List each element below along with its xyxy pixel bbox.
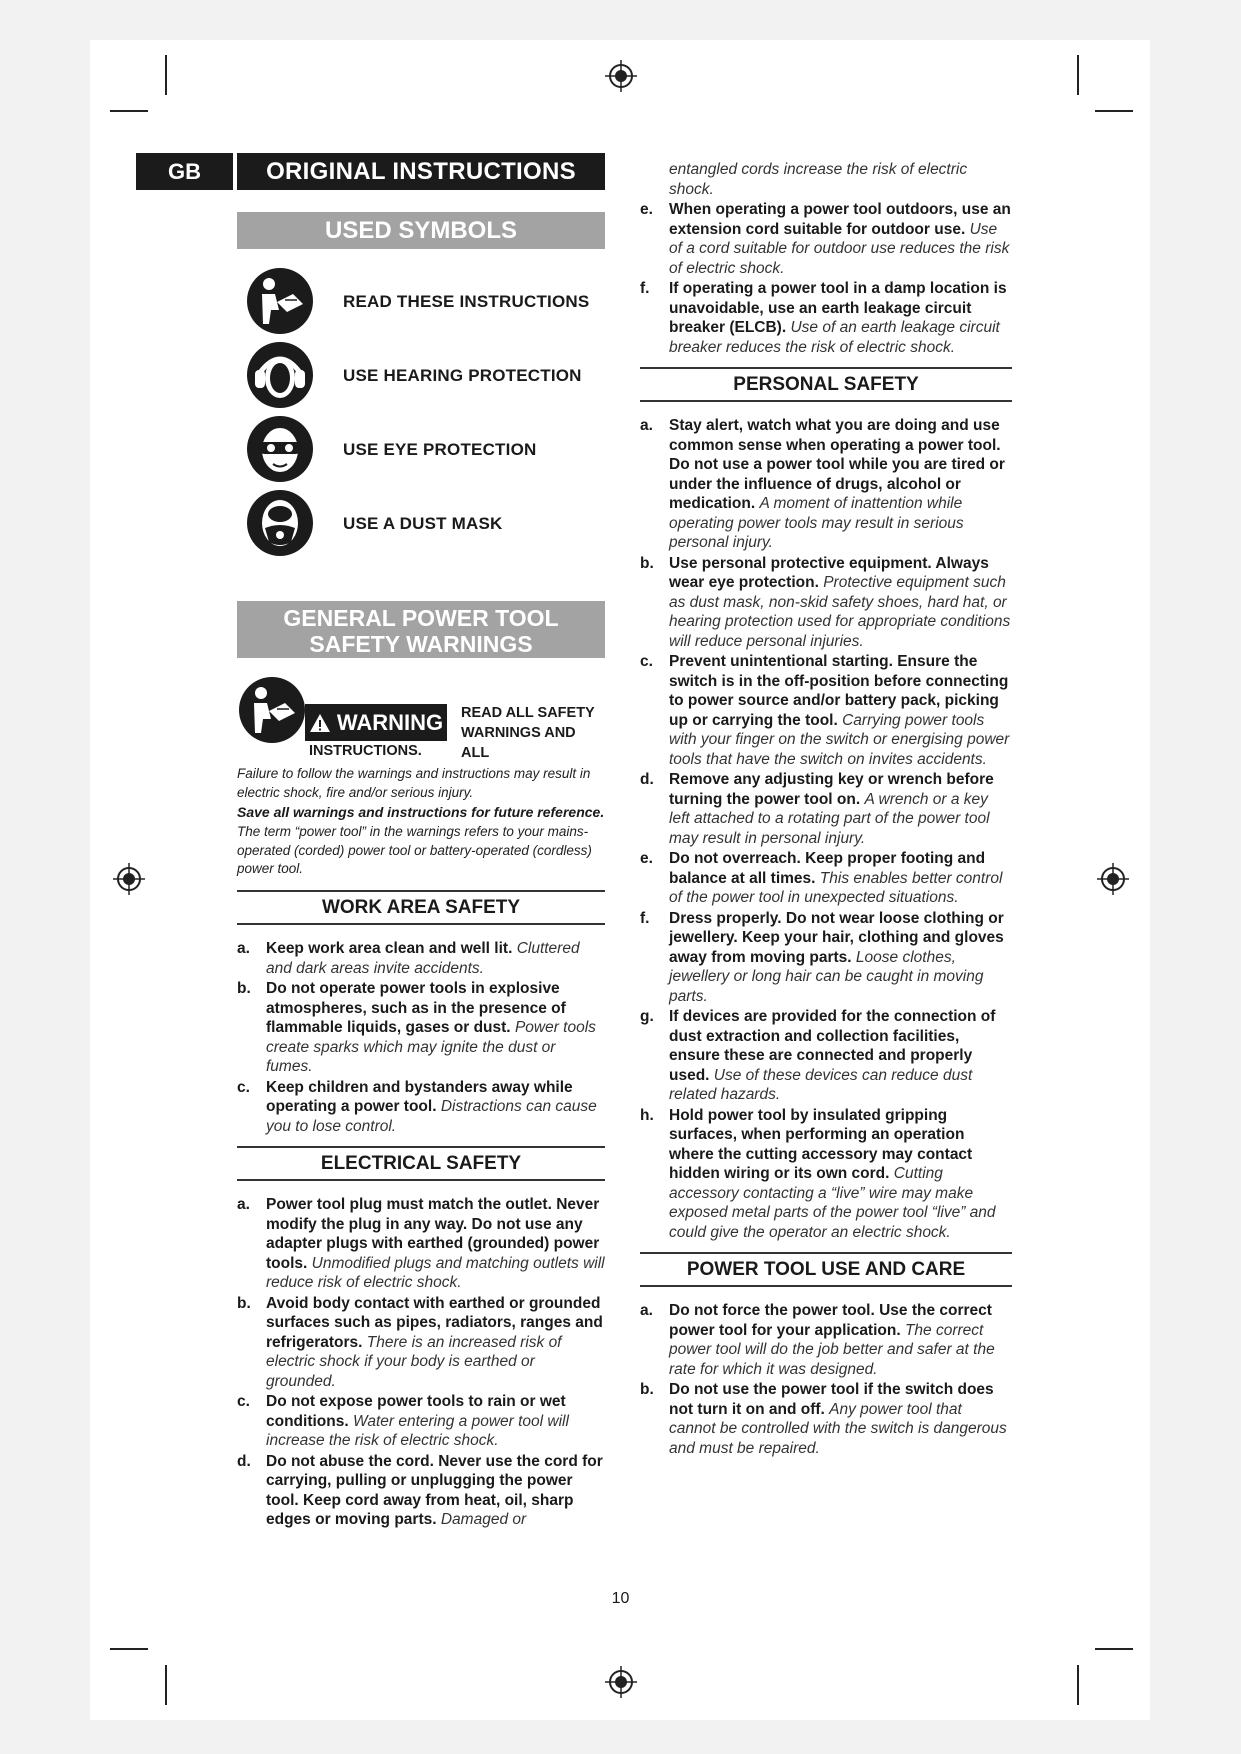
item-instruction: Use personal protective equipment. Always wear eye protection. <box>669 554 989 591</box>
general-warnings-heading <box>237 601 605 658</box>
crop-mark <box>110 1648 148 1650</box>
item-explanation: Loose clothes, jewellery or long hair can be caught in moving parts. <box>669 948 984 1005</box>
electrical-list-cont <box>640 200 1012 357</box>
item-instruction: Avoid body contact with earthed or grounded surfaces such as pipes, radiators, ranges and refrigerators. <box>266 1294 603 1351</box>
symbol-label: USE EYE PROTECTION <box>343 440 537 459</box>
electrical-heading: ELECTRICAL SAFETY <box>237 1146 605 1181</box>
item-instruction: Do not use the power tool if the switch does not turn it on and off. <box>669 1381 994 1418</box>
personal-list <box>640 416 1012 1242</box>
list-item <box>640 1007 1012 1105</box>
crop-mark <box>1095 1648 1133 1650</box>
registration-mark-icon <box>1096 862 1130 896</box>
item-explanation: A wrench or a key left attached to a rotating part of the power tool may result in personal injury. <box>669 790 990 847</box>
list-item <box>237 939 605 978</box>
warning-failure-text: Failure to follow the warnings and instructions may result in electric shock, fire and/or serious injury. <box>237 766 591 800</box>
item-instruction: Hold power tool by insulated gripping surfaces, when performing an operation where the cutting accessory may contact hidden wiring or its own cord. <box>669 1106 973 1182</box>
item-letter: h. <box>640 1106 654 1124</box>
item-explanation: Protective equipment such as dust mask, non-skid safety shoes, hard hat, or hearing protection used for appropriate conditions will reduce personal injuries. <box>669 574 1011 650</box>
symbol-label: READ THESE INSTRUCTIONS <box>343 292 590 311</box>
personal-heading: PERSONAL SAFETY <box>640 367 1012 402</box>
symbol-row <box>245 340 605 410</box>
item-instruction: Power tool plug must match the outlet. Never modify the plug in any way. Do not use any adapter plugs with earthed (grounded) power tools. <box>266 1196 600 1272</box>
item-instruction: Do not force the power tool. Use the correct power tool for your application. <box>669 1302 992 1339</box>
work-area-list <box>237 939 605 1136</box>
item-explanation: Use of an earth leakage circuit breaker reduces the risk of electric shock. <box>669 319 1000 356</box>
crop-mark <box>1077 1665 1079 1705</box>
warning-save-text: Save all warnings and instructions for future reference. <box>237 804 605 820</box>
warning-badge <box>305 704 447 741</box>
item-instruction: Do not expose power tools to rain or wet conditions. <box>266 1393 566 1430</box>
general-heading-line1: GENERAL POWER TOOL <box>283 605 559 631</box>
warning-term-text: The term “power tool” in the warnings refers to your mains-operated (corded) power tool or battery-operated (cordless) power tool. <box>237 824 592 876</box>
item-explanation: Power tools create sparks which may ignite the dust or fumes. <box>266 1019 596 1075</box>
item-instruction: Dress properly. Do not wear loose clothing or jewellery. Keep your hair, clothing and gloves away from moving parts. <box>669 909 1004 966</box>
item-explanation: Cluttered and dark areas invite accidents. <box>266 940 580 977</box>
registration-mark-icon <box>604 59 638 93</box>
item-letter: c. <box>237 1078 250 1096</box>
list-item <box>640 416 1012 553</box>
item-instruction: Do not operate power tools in explosive atmospheres, such as in the presence of flammable liquids, gases or dust. <box>266 980 566 1036</box>
item-letter: b. <box>237 980 251 997</box>
page-title: ORIGINAL INSTRUCTIONS <box>237 153 605 190</box>
dust-mask-icon <box>245 488 315 558</box>
list-item <box>237 979 605 1077</box>
eye-protection-icon <box>245 414 315 484</box>
page-number: 10 <box>611 1590 630 1607</box>
item-letter: a. <box>640 1302 653 1319</box>
warning-badge-label: WARNING <box>336 709 444 735</box>
crop-mark <box>1095 110 1133 112</box>
item-letter: g. <box>640 1008 654 1025</box>
crop-mark <box>110 110 148 112</box>
list-item <box>640 554 1012 652</box>
hearing-protection-icon <box>245 340 315 410</box>
item-instruction: If operating a power tool in a damp location is unavoidable, use an earth leakage circuit breaker (ELCB). <box>669 280 1007 336</box>
warning-text-cont: INSTRUCTIONS. <box>309 743 422 759</box>
read-manual-icon <box>237 675 307 745</box>
item-letter: a. <box>237 940 250 957</box>
item-explanation: Use of a cord suitable for outdoor use reduces the risk of electric shock. <box>669 220 1010 277</box>
item-instruction: Do not abuse the cord. Never use the cord for carrying, pulling or unplugging the power tool. Keep cord away from heat, oil, sharp edges or moving parts. <box>266 1452 603 1528</box>
symbol-row <box>245 488 605 558</box>
list-item <box>640 770 1012 848</box>
item-letter: d. <box>640 771 654 788</box>
warning-triangle-icon <box>309 713 331 733</box>
item-explanation: The correct power tool will do the job better and safer at the rate for which it was designed. <box>669 1321 995 1378</box>
item-explanation: This enables better control of the power tool in unexpected situations. <box>669 869 1003 906</box>
list-item <box>640 279 1012 357</box>
used-symbols-heading: USED SYMBOLS <box>237 212 605 249</box>
item-letter: c. <box>640 653 653 670</box>
item-letter: a. <box>640 417 653 434</box>
item-instruction: Stay alert, watch what you are doing and use common sense when operating a power tool. Do not use a power tool while you are tired or under the influence of drugs, alcohol or medication. <box>669 417 1005 512</box>
list-item <box>640 849 1012 908</box>
symbol-label: USE A DUST MASK <box>343 514 503 533</box>
item-letter: d. <box>237 1452 251 1470</box>
item-letter: b. <box>640 1381 654 1398</box>
left-column <box>237 890 605 1531</box>
item-explanation: Cutting accessory contacting a “live” wire may make exposed metal parts of the power tool “live” and could give the operator an electric shock. <box>669 1165 996 1241</box>
warning-text: READ ALL SAFETY WARNINGS AND ALL <box>461 705 595 761</box>
item-letter: a. <box>237 1196 250 1213</box>
item-letter: f. <box>640 280 650 297</box>
symbol-row <box>245 414 605 484</box>
item-explanation: Carrying power tools with your finger on the switch or energising power tools that have the switch on invites accidents. <box>669 711 1010 768</box>
item-explanation: Water entering a power tool will increase the risk of electric shock. <box>266 1412 569 1449</box>
list-item <box>640 1301 1012 1379</box>
item-letter: b. <box>237 1294 251 1312</box>
item-instruction: When operating a power tool outdoors, use an extension cord suitable for outdoor use. <box>669 201 1011 238</box>
right-column <box>640 160 1012 1459</box>
item-explanation: A moment of inattention while operating power tools may result in serious personal injury. <box>669 495 964 551</box>
list-item <box>237 1294 605 1392</box>
crop-mark <box>165 55 167 95</box>
item-letter: c. <box>237 1393 250 1410</box>
general-heading-line2: SAFETY WARNINGS <box>309 631 533 657</box>
item-explanation: Distractions can cause you to lose control. <box>266 1098 597 1135</box>
item-explanation: Any power tool that cannot be controlled with the switch is dangerous and must be repaired. <box>669 1400 1007 1457</box>
list-item <box>640 652 1012 769</box>
item-instruction: If devices are provided for the connection of dust extraction and collection facilities, ensure these are connected and properly used. <box>669 1008 996 1084</box>
symbol-row <box>245 266 605 336</box>
electrical-list <box>237 1195 605 1530</box>
read-manual-icon <box>245 266 315 336</box>
language-tab: GB <box>136 153 233 190</box>
list-item <box>237 1078 605 1137</box>
item-instruction: Remove any adjusting key or wrench before turning the power tool on. <box>669 771 994 808</box>
list-item <box>237 1195 605 1293</box>
tool-use-heading: POWER TOOL USE AND CARE <box>640 1252 1012 1287</box>
list-item <box>640 1380 1012 1458</box>
continued-text <box>640 160 1012 199</box>
registration-mark-icon <box>604 1665 638 1699</box>
crop-mark <box>165 1665 167 1705</box>
list-item <box>640 909 1012 1007</box>
crop-mark <box>1077 55 1079 95</box>
list-item <box>640 1106 1012 1243</box>
list-item <box>237 1392 605 1451</box>
item-explanation: Unmodified plugs and matching outlets will reduce risk of electric shock. <box>266 1254 605 1291</box>
item-explanation: Use of these devices can reduce dust related hazards. <box>669 1066 973 1103</box>
work-area-heading: WORK AREA SAFETY <box>237 890 605 925</box>
item-instruction: Prevent unintentional starting. Ensure the switch is in the off-position before connecting to power source and/or battery pack, picking up or carrying the tool. <box>669 653 1009 729</box>
item-explanation: Damaged or <box>440 1511 527 1528</box>
item-letter: b. <box>640 554 654 572</box>
list-item <box>237 1452 605 1530</box>
item-letter: f. <box>640 909 650 927</box>
symbol-label: USE HEARING PROTECTION <box>343 366 582 385</box>
tool-use-list <box>640 1301 1012 1458</box>
list-item <box>640 200 1012 278</box>
item-instruction: Do not overreach. Keep proper footing and balance at all times. <box>669 850 986 887</box>
item-explanation: There is an increased risk of electric shock if your body is earthed or grounded. <box>266 1333 562 1390</box>
registration-mark-icon <box>112 862 146 896</box>
continued-italic: entangled cords increase the risk of electric shock. <box>669 161 968 198</box>
item-instruction: Keep work area clean and well lit. <box>266 940 513 957</box>
item-letter: e. <box>640 201 653 218</box>
item-letter: e. <box>640 850 653 867</box>
item-instruction: Keep children and bystanders away while operating a power tool. <box>266 1078 573 1115</box>
